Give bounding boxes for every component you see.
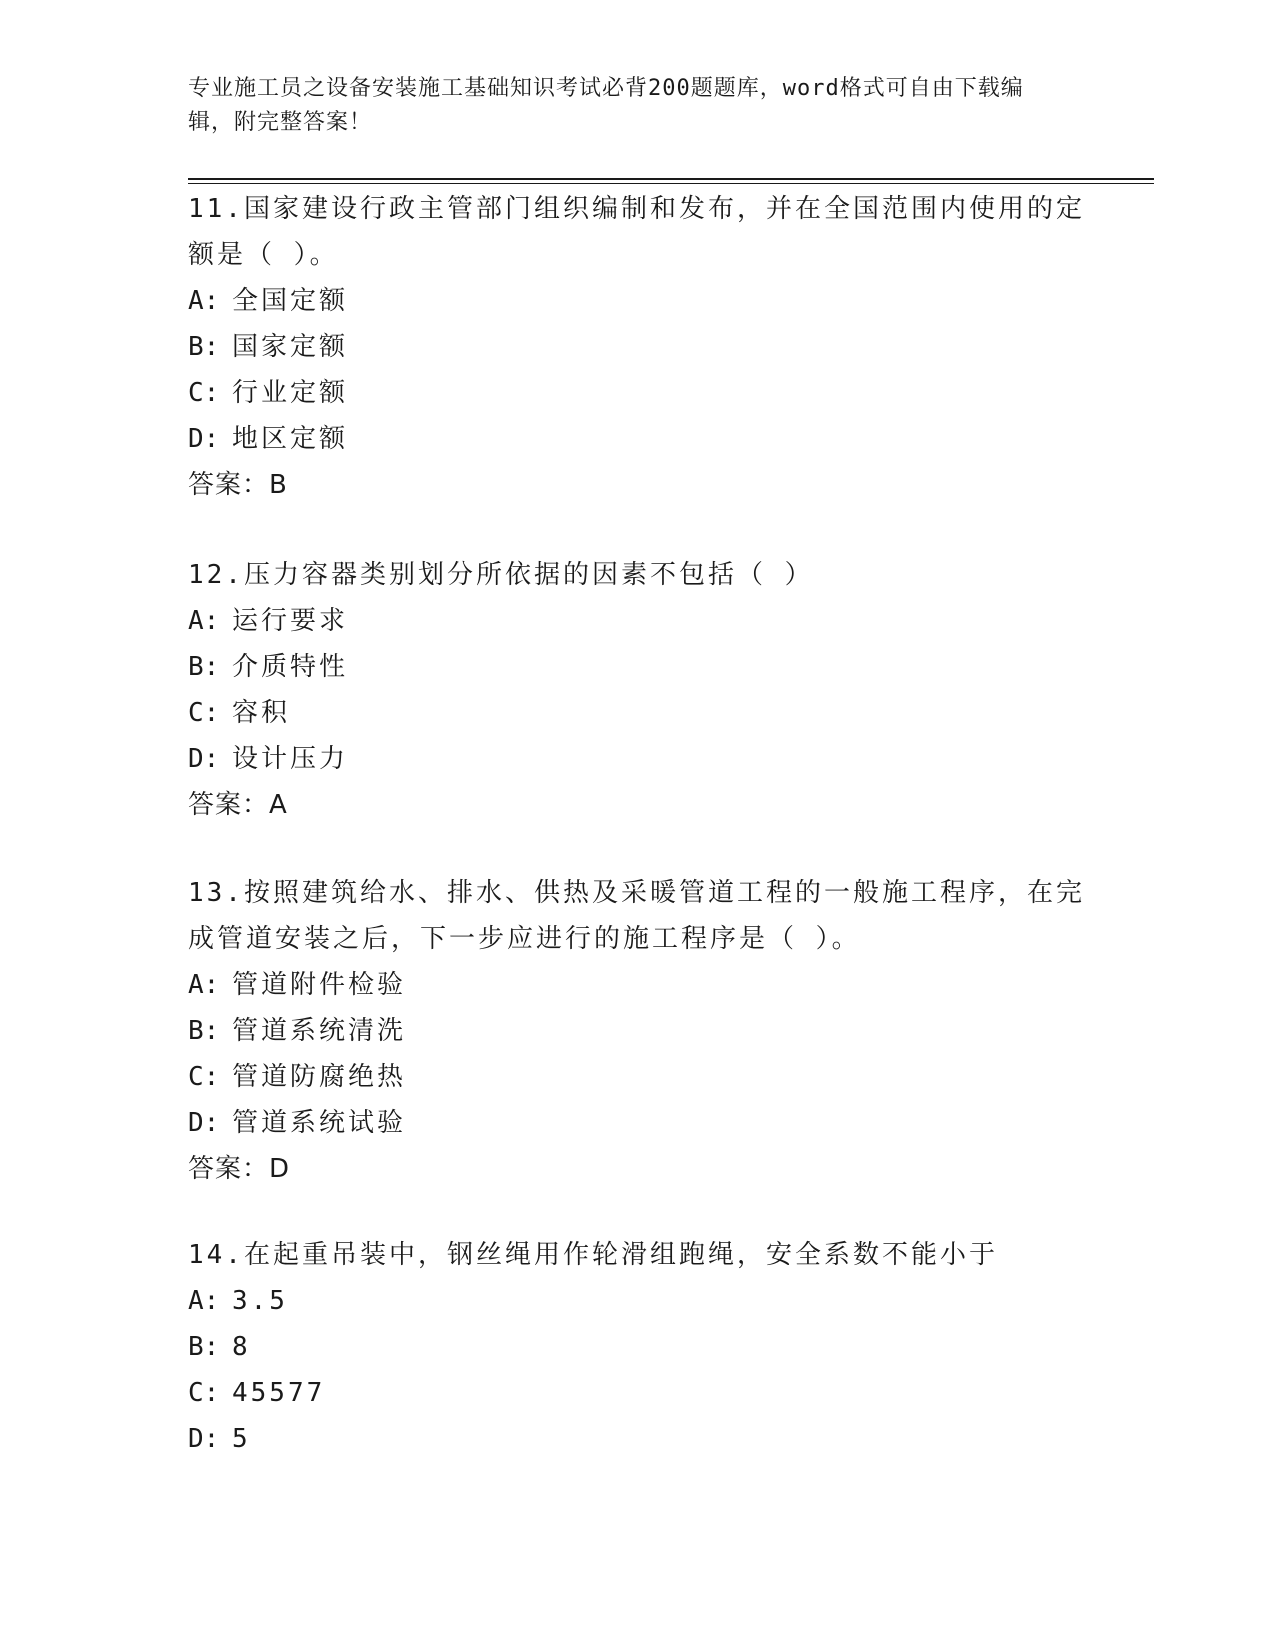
option-text: 国家定额 bbox=[232, 332, 349, 362]
answer-line: 答案：A bbox=[188, 790, 288, 820]
option-d bbox=[188, 416, 1088, 462]
question-stem: 13.按照建筑给水、排水、供热及采暖管道工程的一般施工程序，在完成管道安装之后，下一步应进行的施工程序是（ ）。 bbox=[188, 878, 1085, 954]
option-text: 管道附件检验 bbox=[232, 970, 407, 1000]
option-letter: B: bbox=[188, 1332, 220, 1362]
option-text: 行业定额 bbox=[232, 378, 349, 408]
question-12 bbox=[188, 552, 1088, 828]
option-letter: C: bbox=[188, 1062, 220, 1092]
option-text: 管道系统试验 bbox=[232, 1108, 407, 1138]
option-c bbox=[188, 1054, 1088, 1100]
option-text: 5 bbox=[232, 1424, 251, 1454]
header-divider-thin bbox=[188, 183, 1154, 184]
option-text: 3.5 bbox=[232, 1286, 288, 1316]
option-d bbox=[188, 1416, 1088, 1462]
option-b bbox=[188, 644, 1088, 690]
option-text: 管道防腐绝热 bbox=[232, 1062, 407, 1092]
option-letter: B: bbox=[188, 652, 220, 682]
document-title: 专业施工员之设备安装施工基础知识考试必背200题题库，word格式可自由下载编辑，附完整答案！ bbox=[188, 76, 1024, 135]
option-text: 介质特性 bbox=[232, 652, 349, 682]
option-c bbox=[188, 370, 1088, 416]
question-stem: 14.在起重吊装中，钢丝绳用作轮滑组跑绳，安全系数不能小于 bbox=[188, 1240, 998, 1270]
option-a bbox=[188, 278, 1088, 324]
option-letter: D: bbox=[188, 1424, 220, 1454]
option-text: 容积 bbox=[232, 698, 291, 728]
option-c bbox=[188, 1370, 1088, 1416]
option-letter: D: bbox=[188, 1108, 220, 1138]
option-b bbox=[188, 324, 1088, 370]
option-d bbox=[188, 1100, 1088, 1146]
option-letter: B: bbox=[188, 1016, 220, 1046]
question-14 bbox=[188, 1232, 1088, 1462]
option-text: 45577 bbox=[232, 1378, 326, 1408]
option-letter: D: bbox=[188, 744, 220, 774]
option-text: 地区定额 bbox=[232, 424, 349, 454]
question-11 bbox=[188, 186, 1088, 508]
option-letter: A: bbox=[188, 1286, 220, 1316]
option-a bbox=[188, 598, 1088, 644]
option-letter: C: bbox=[188, 378, 220, 408]
option-text: 运行要求 bbox=[232, 606, 349, 636]
option-text: 管道系统清洗 bbox=[232, 1016, 407, 1046]
option-b bbox=[188, 1324, 1088, 1370]
option-text: 全国定额 bbox=[232, 286, 349, 316]
option-letter: B: bbox=[188, 332, 220, 362]
option-a bbox=[188, 1278, 1088, 1324]
option-c bbox=[188, 690, 1088, 736]
answer-line: 答案：D bbox=[188, 1154, 291, 1184]
option-text: 8 bbox=[232, 1332, 251, 1362]
option-a bbox=[188, 962, 1088, 1008]
answer-line: 答案：B bbox=[188, 470, 288, 500]
option-letter: C: bbox=[188, 698, 220, 728]
question-stem: 11.国家建设行政主管部门组织编制和发布，并在全国范围内使用的定额是（ ）。 bbox=[188, 194, 1085, 270]
question-13 bbox=[188, 870, 1088, 1192]
option-letter: A: bbox=[188, 606, 220, 636]
option-b bbox=[188, 1008, 1088, 1054]
question-stem: 12.压力容器类别划分所依据的因素不包括（ ） bbox=[188, 560, 814, 590]
option-text: 设计压力 bbox=[232, 744, 349, 774]
option-letter: A: bbox=[188, 286, 220, 316]
option-d bbox=[188, 736, 1088, 782]
header-divider bbox=[188, 178, 1154, 180]
option-letter: C: bbox=[188, 1378, 220, 1408]
option-letter: D: bbox=[188, 424, 220, 454]
option-letter: A: bbox=[188, 970, 220, 1000]
